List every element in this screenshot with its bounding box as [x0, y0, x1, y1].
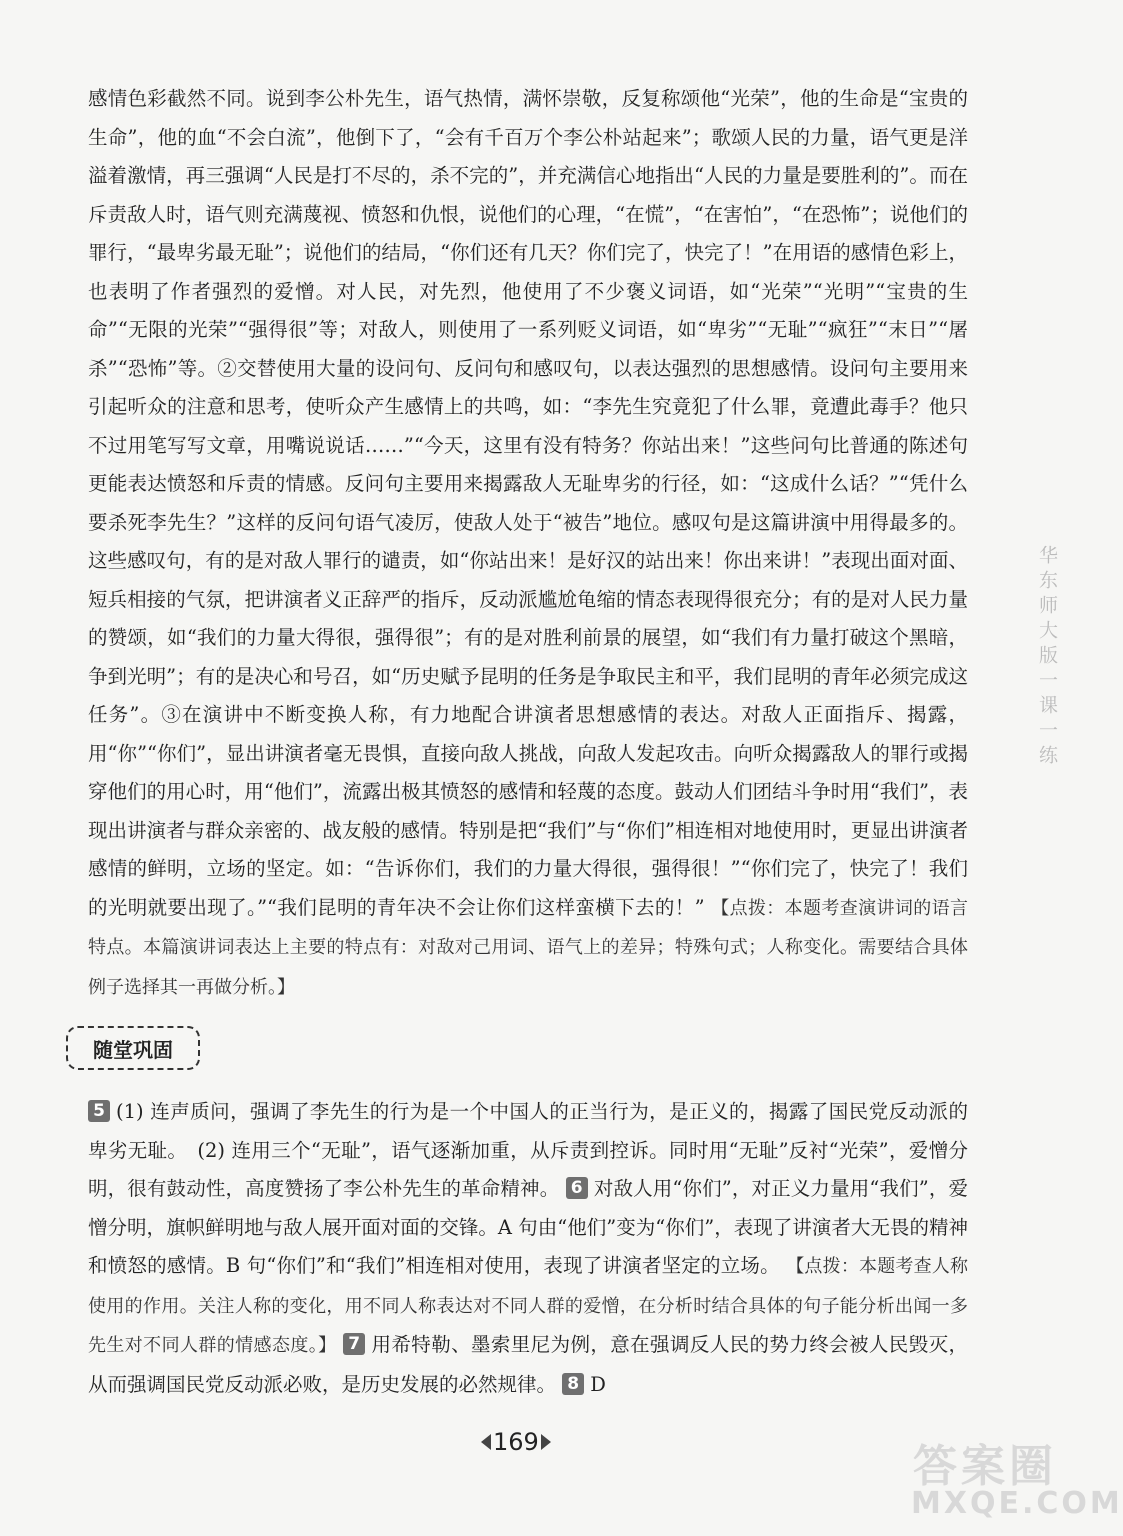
page-number: 169	[493, 1428, 539, 1456]
watermark-text-bottom: MXQE.COM	[911, 1486, 1123, 1521]
page-number-block	[481, 1428, 551, 1456]
answer-8: D	[590, 1372, 606, 1396]
answer-5: (1) 连声质问，强调了李先生的行为是一个中国人的正当行为，是正义的，揭露了国民党反动派的卑劣无耻。 (2) 连用三个“无耻”，语气逐渐加重，从斥责到控诉。同时用“无耻”反衬“光荣”，爱憎分明，很有鼓动性，高度赞扬了李公朴先生的革命精神。	[88, 1100, 968, 1200]
watermark-logo	[901, 1422, 1123, 1526]
answers-block	[88, 1093, 968, 1404]
main-explanation	[88, 80, 968, 1007]
hint-note: 【点拨：本题考查演讲词的语言特点。本篇演讲词表达上主要的特点有：对敌对己用词、语气上的差异；特殊句式；人称变化。需要结合具体例子选择其一再做分析。】	[88, 897, 969, 998]
explanation-paragraph: 感情色彩截然不同。说到李公朴先生，语气热情，满怀崇敬，反复称颂他“光荣”，他的生命是“宝贵的生命”，他的血“不会白流”，他倒下了，“会有千百万个李公朴站起来”；歌颂人民的力量，语气更是洋溢着激情，再三强调“人民是打不尽的，杀不完的”，并充满信心地指出“人民的力量是要胜利的”。而在斥责敌人时，语气则充满蔑视、愤怒和仇恨，说他们的心理，“在慌”，“在害怕”，“在恐怖”；说他们的罪行，“最卑劣最无耻”；说他们的结局，“你们还有几天？你们完了，快完了！”在用语的感情色彩上，也表明了作者强烈的爱憎。对人民，对先烈，他使用了不少褒义词语，如“光荣”“光明”“宝贵的生命”“无限的光荣”“强得很”等；对敌人，则使用了一系列贬义词语，如“卑劣”“无耻”“疯狂”“末日”“屠杀”“恐怖”等。②交替使用大量的设问句、反问句和感叹句，以表达强烈的思想感情。设问句主要用来引起听众的注意和思考，使听众产生感情上的共鸣，如：“李先生究竟犯了什么罪，竟遭此毒手？他只不过用笔写写文章，用嘴说说话……”“今天，这里有没有特务？你站出来！”这些问句比普通的陈述句更能表达愤怒和斥责的情感。反问句主要用来揭露敌人无耻卑劣的行径，如：“这成什么话？”“凭什么要杀死李先生？”这样的反问句语气凌厉，使敌人处于“被告”地位。感叹句是这篇讲演中用得最多的。这些感叹句，有的是对敌人罪行的谴责，如“你站出来！是好汉的站出来！你出来讲！”表现出面对面、短兵相接的气氛，把讲演者义正辞严的指斥，反动派尴尬龟缩的情态表现得很充分；有的是对人民力量的赞颂，如“我们的力量大得很，强得很”；有的是对胜利前景的展望，如“我们有力量打破这个黑暗，争到光明”；有的是决心和号召，如“历史赋予昆明的任务是争取民主和平，我们昆明的青年必须完成这任务”。③在演讲中不断变换人称，有力地配合讲演者思想感情的表达。对敌人正面指斥、揭露，用“你”“你们”，显出讲演者毫无畏惧，直接向敌人挑战，向敌人发起攻击。向听众揭露敌人的罪行或揭穿他们的用心时，用“他们”，流露出极其愤怒的感情和轻蔑的态度。鼓动人们团结斗争时用“我们”，表现出讲演者与群众亲密的、战友般的感情。特别是把“我们”与“你们”相连相对地使用时，更显出讲演者感情的鲜明，立场的坚定。如：“告诉你们，我们的力量大得很，强得很！”“你们完了，快完了！我们的光明就要出现了。”“我们昆明的青年决不会让你们这样蛮横下去的！”	[88, 87, 968, 919]
question-number-6: 6	[566, 1177, 588, 1199]
answer-6: 对敌人用“你们”，对正义力量用“我们”，爱憎分明，旗帜鲜明地与敌人展开面对面的交锋。A 句由“他们”变为“你们”，表现了讲演者大无畏的精神和愤怒的感情。B 句“你们”和“我们”相连相对使用，表现了讲演者坚定的立场。	[88, 1177, 968, 1277]
answer-7: 用希特勒、墨索里尼为例，意在强调反人民的势力终会被人民毁灭，从而强调国民党反动派必败，是历史发展的必然规律。	[88, 1333, 968, 1396]
left-triangle-icon	[481, 1434, 491, 1450]
right-triangle-icon	[541, 1434, 551, 1450]
question-number-8: 8	[562, 1373, 584, 1395]
section-title-badge	[66, 1026, 200, 1070]
answer-6-hint: 【点拨：本题考查人称使用的作用。关注人称的变化，用不同人称表达对不同人群的爱憎，在分析时结合具体的句子能分析出闻一多先生对不同人群的情感态度。】	[88, 1256, 969, 1356]
side-book-label: 华东师大版一课一练	[1036, 545, 1058, 770]
question-number-7: 7	[343, 1333, 365, 1355]
watermark-text-top: 答案圈	[913, 1441, 1057, 1492]
question-number-5: 5	[88, 1100, 110, 1122]
section-title: 随堂巩固	[93, 1037, 173, 1062]
